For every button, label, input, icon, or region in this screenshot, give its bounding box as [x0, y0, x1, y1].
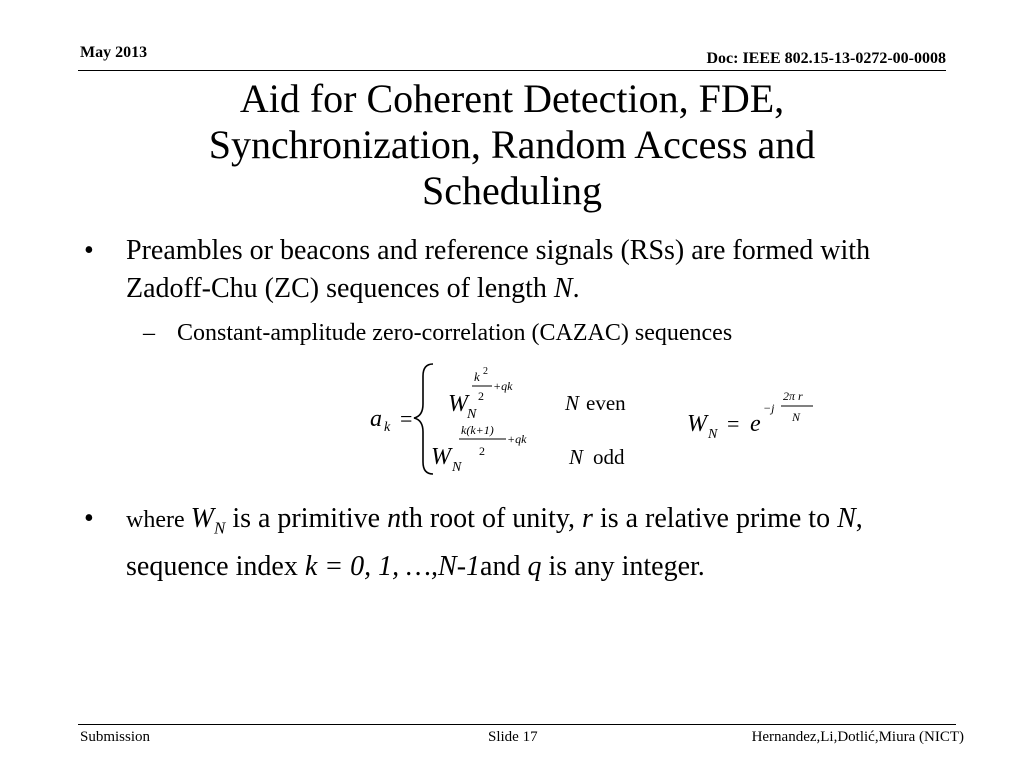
eq-def-W: W	[687, 411, 707, 437]
bullet-marker: •	[84, 235, 94, 266]
where-text-6: and	[480, 550, 528, 582]
eq-brace	[414, 364, 433, 474]
where-N: N	[837, 503, 856, 534]
where-text-7: is any integer.	[541, 550, 705, 582]
where-r: r	[582, 503, 593, 534]
bullet-preambles-end: .	[572, 273, 580, 304]
title-line-3: Scheduling	[422, 168, 602, 213]
eq-def-sub-N: N	[708, 427, 718, 442]
eq-lhs-sub-k: k	[384, 420, 391, 435]
where-W: W	[190, 503, 214, 534]
eq-def-equals: =	[727, 411, 740, 436]
header-date: May 2013	[80, 44, 148, 61]
bullet-preambles-var: N	[553, 273, 573, 304]
eq-case1-cond-var: N	[565, 391, 580, 415]
bullet-where	[84, 500, 904, 586]
bullet-preambles-text	[126, 232, 904, 308]
footer-authors: Hernandez,Li,Dotlić,Miura (NICT)	[751, 729, 964, 745]
eq-case2-exp-qk: +qk	[507, 432, 527, 446]
eq-equals: =	[400, 406, 413, 431]
eq-case2-sub-N: N	[452, 460, 462, 475]
bullet-preambles-body: Preambles or beacons and reference signals (RSs) are formed with Zadoff-Chu (ZC) sequences of length	[126, 235, 871, 304]
eq-case1-exp-qk: +qk	[493, 379, 513, 393]
where-k-range: k = 0, 1, …,N-1	[304, 550, 481, 582]
eq-case1-W: W	[448, 391, 468, 417]
where-W-sub: N	[213, 518, 226, 538]
eq-case2-exp-den: 2	[479, 444, 485, 458]
eq-case1-exp-k: k	[474, 369, 480, 384]
eq-lhs-a: a	[370, 406, 382, 432]
eq-case2-exp-num: k(k+1)	[461, 423, 494, 437]
eq-case2-cond-word: odd	[593, 445, 625, 469]
bullet-preambles	[84, 232, 904, 308]
footer-divider	[78, 724, 956, 725]
eq-def-exp-minusj: −j	[763, 401, 775, 415]
eq-case2-W: W	[431, 444, 451, 470]
where-text-4: is a relative prime to	[592, 503, 838, 534]
header-doc-id: Doc: IEEE 802.15-13-0272-00-0008	[706, 50, 946, 67]
where-word: where	[126, 507, 191, 533]
footer-slide-number: Slide 17	[488, 729, 538, 745]
eq-def-exp-den: N	[792, 410, 801, 424]
title-line-2: Synchronization, Random Access and	[208, 122, 816, 167]
header-divider	[78, 70, 946, 71]
eq-case2-cond-var: N	[569, 445, 584, 469]
subbullet-cazac-text: Constant-amplitude zero-correlation (CAZAC) sequences	[177, 320, 733, 346]
subbullet-marker: –	[143, 320, 155, 346]
bullet-marker: •	[84, 503, 94, 534]
eq-case1-exp-den: 2	[478, 389, 484, 403]
eq-case1-cond-word: even	[586, 391, 626, 415]
slide-title	[80, 76, 944, 214]
eq-case1-exp-sq: 2	[483, 366, 488, 377]
where-text-3: th root of unity,	[401, 503, 583, 534]
where-n: n	[387, 503, 402, 534]
where-q: q	[527, 550, 542, 582]
bullet-where-text	[126, 500, 904, 586]
title-line-1: Aid for Coherent Detection, FDE,	[239, 76, 785, 121]
eq-case1-sub-N: N	[467, 407, 477, 422]
eq-def-exp-num: 2π r	[783, 389, 803, 403]
footer-submission: Submission	[80, 729, 151, 745]
subbullet-cazac	[143, 318, 732, 348]
where-text-2: is a primitive	[225, 503, 388, 534]
eq-def-e: e	[750, 411, 761, 437]
where-text-5: , sequence index	[126, 503, 863, 582]
